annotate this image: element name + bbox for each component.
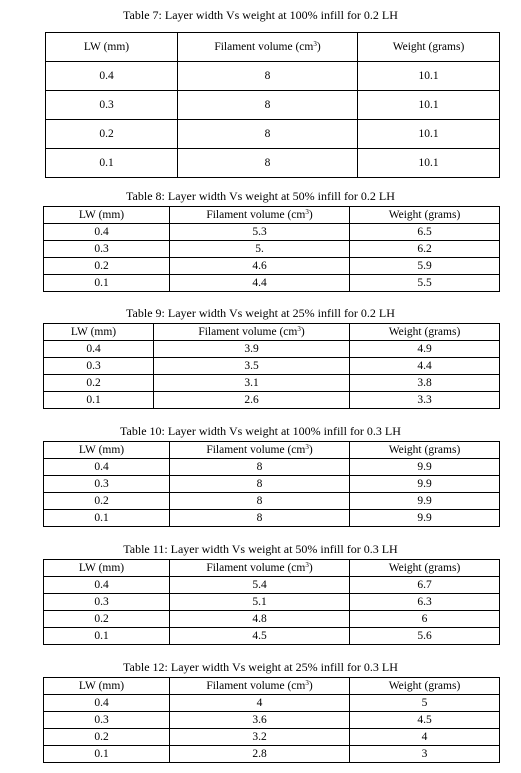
table-caption: Table 10: Layer width Vs weight at 100% infill for 0.3 LH [120, 424, 401, 438]
data-table [43, 206, 500, 292]
data-table [43, 441, 500, 527]
cell-filament-volume: 4.6 [170, 258, 350, 275]
cell-layer-width: 0.1 [44, 392, 154, 409]
cell-weight: 9.9 [350, 493, 500, 510]
cell-weight: 9.9 [350, 510, 500, 527]
column-header-filament-volume: Filament volume $(cm^3)$ [170, 207, 350, 224]
cell-weight: 3 [350, 746, 500, 763]
table-caption: Table 12: Layer width Vs weight at 25% infill for 0.3 LH [123, 660, 398, 674]
cell-weight: 4.9 [350, 341, 500, 358]
cell-weight: 10.1 [358, 120, 500, 149]
cell-layer-width: 0.2 [46, 120, 178, 149]
cell-layer-width: 0.1 [44, 510, 170, 527]
column-header-weight: Weight (grams) [350, 442, 500, 459]
cell-layer-width: 0.1 [44, 746, 170, 763]
column-header-layer-width: LW (mm) [46, 33, 178, 62]
cell-weight: 3.3 [350, 392, 500, 409]
cell-filament-volume: 5. [170, 241, 350, 258]
cell-filament-volume: 3.9 [154, 341, 350, 358]
data-table [43, 323, 500, 409]
cell-weight: 10.1 [358, 62, 500, 91]
table-row [44, 275, 500, 292]
cell-filament-volume: 3.5 [154, 358, 350, 375]
cell-filament-volume: 8 [178, 120, 358, 149]
table-row [44, 358, 500, 375]
column-header-weight: Weight (grams) [350, 678, 500, 695]
cell-weight: 5.6 [350, 628, 500, 645]
cell-layer-width: 0.2 [44, 611, 170, 628]
column-header-weight: Weight (grams) [350, 207, 500, 224]
table-header-row [44, 678, 500, 695]
cell-weight: 10.1 [358, 149, 500, 178]
column-header-layer-width: LW (mm) [44, 678, 170, 695]
cell-weight: 10.1 [358, 91, 500, 120]
table-caption: Table 9: Layer width Vs weight at 25% infill for 0.2 LH [126, 306, 395, 320]
column-header-filament-volume: Filament volume $(cm^3)$ [178, 33, 358, 62]
table-caption: Table 11: Layer width Vs weight at 50% infill for 0.3 LH [123, 542, 398, 556]
cell-weight: 4 [350, 729, 500, 746]
table-row [44, 493, 500, 510]
cell-filament-volume: 2.6 [154, 392, 350, 409]
table-header-row [46, 33, 500, 62]
table-caption: Table 8: Layer width Vs weight at 50% infill for 0.2 LH [126, 189, 395, 203]
cell-weight: 6.5 [350, 224, 500, 241]
table-caption: Table 7: Layer width Vs weight at 100% infill for 0.2 LH [123, 8, 398, 22]
cell-filament-volume: 4.8 [170, 611, 350, 628]
table-header-row [44, 207, 500, 224]
cell-layer-width: 0.1 [44, 275, 170, 292]
table-row [44, 241, 500, 258]
column-header-filament-volume: Filament volume $(cm^3)$ [170, 560, 350, 577]
cell-weight: 9.9 [350, 459, 500, 476]
cell-layer-width: 0.2 [44, 375, 154, 392]
cell-weight: 6.7 [350, 577, 500, 594]
cell-filament-volume: 5.4 [170, 577, 350, 594]
table-row [44, 375, 500, 392]
table-row [44, 611, 500, 628]
cell-layer-width: 0.1 [46, 149, 178, 178]
table-row [46, 62, 500, 91]
cell-weight: 4.5 [350, 712, 500, 729]
cell-filament-volume: 3.6 [170, 712, 350, 729]
cell-layer-width: 0.3 [44, 241, 170, 258]
cell-filament-volume: 4 [170, 695, 350, 712]
table-row [44, 746, 500, 763]
cell-filament-volume: 8 [170, 493, 350, 510]
data-table [45, 32, 500, 178]
cell-filament-volume: 5.3 [170, 224, 350, 241]
table-row [44, 695, 500, 712]
column-header-filament-volume: Filament volume $(cm^3)$ [170, 678, 350, 695]
cell-layer-width: 0.2 [44, 729, 170, 746]
table-header-row [44, 324, 500, 341]
table-row [44, 577, 500, 594]
column-header-weight: Weight (grams) [350, 324, 500, 341]
cell-filament-volume: 4.4 [170, 275, 350, 292]
table-row [44, 594, 500, 611]
cell-weight: 9.9 [350, 476, 500, 493]
cell-filament-volume: 5.1 [170, 594, 350, 611]
cell-weight: 5 [350, 695, 500, 712]
cell-layer-width: 0.3 [44, 358, 154, 375]
cell-layer-width: 0.4 [44, 341, 154, 358]
table-row [46, 120, 500, 149]
table-row [44, 341, 500, 358]
cell-layer-width: 0.1 [44, 628, 170, 645]
cell-filament-volume: 3.1 [154, 375, 350, 392]
column-header-weight: Weight (grams) [350, 560, 500, 577]
table-row [44, 712, 500, 729]
cell-filament-volume: 8 [178, 91, 358, 120]
column-header-filament-volume: Filament volume $(cm^3)$ [170, 442, 350, 459]
cell-filament-volume: 8 [178, 149, 358, 178]
table-row [44, 392, 500, 409]
table-row [46, 149, 500, 178]
cell-filament-volume: 3.2 [170, 729, 350, 746]
table-row [44, 628, 500, 645]
data-table [43, 559, 500, 645]
table-row [44, 459, 500, 476]
cell-weight: 6.2 [350, 241, 500, 258]
cell-layer-width: 0.3 [44, 594, 170, 611]
cell-layer-width: 0.3 [44, 712, 170, 729]
column-header-weight: Weight (grams) [358, 33, 500, 62]
table-row [44, 510, 500, 527]
cell-filament-volume: 8 [178, 62, 358, 91]
cell-layer-width: 0.4 [44, 224, 170, 241]
cell-weight: 5.9 [350, 258, 500, 275]
column-header-layer-width: LW (mm) [44, 207, 170, 224]
cell-layer-width: 0.4 [44, 577, 170, 594]
table-row [46, 91, 500, 120]
column-header-layer-width: LW (mm) [44, 560, 170, 577]
cell-filament-volume: 8 [170, 459, 350, 476]
table-row [44, 258, 500, 275]
column-header-layer-width: LW (mm) [44, 442, 170, 459]
cell-filament-volume: 8 [170, 510, 350, 527]
cell-layer-width: 0.3 [44, 476, 170, 493]
table-row [44, 729, 500, 746]
table-row [44, 224, 500, 241]
table-header-row [44, 442, 500, 459]
table-row [44, 476, 500, 493]
cell-layer-width: 0.4 [44, 459, 170, 476]
cell-weight: 6.3 [350, 594, 500, 611]
cell-weight: 4.4 [350, 358, 500, 375]
cell-filament-volume: 2.8 [170, 746, 350, 763]
cell-weight: 3.8 [350, 375, 500, 392]
table-header-row [44, 560, 500, 577]
cell-weight: 5.5 [350, 275, 500, 292]
cell-layer-width: 0.4 [44, 695, 170, 712]
cell-layer-width: 0.3 [46, 91, 178, 120]
column-header-layer-width: LW (mm) [44, 324, 154, 341]
column-header-filament-volume: Filament volume $(cm^3)$ [154, 324, 350, 341]
cell-layer-width: 0.2 [44, 258, 170, 275]
cell-layer-width: 0.2 [44, 493, 170, 510]
cell-filament-volume: 4.5 [170, 628, 350, 645]
cell-weight: 6 [350, 611, 500, 628]
cell-layer-width: 0.4 [46, 62, 178, 91]
cell-filament-volume: 8 [170, 476, 350, 493]
data-table [43, 677, 500, 763]
